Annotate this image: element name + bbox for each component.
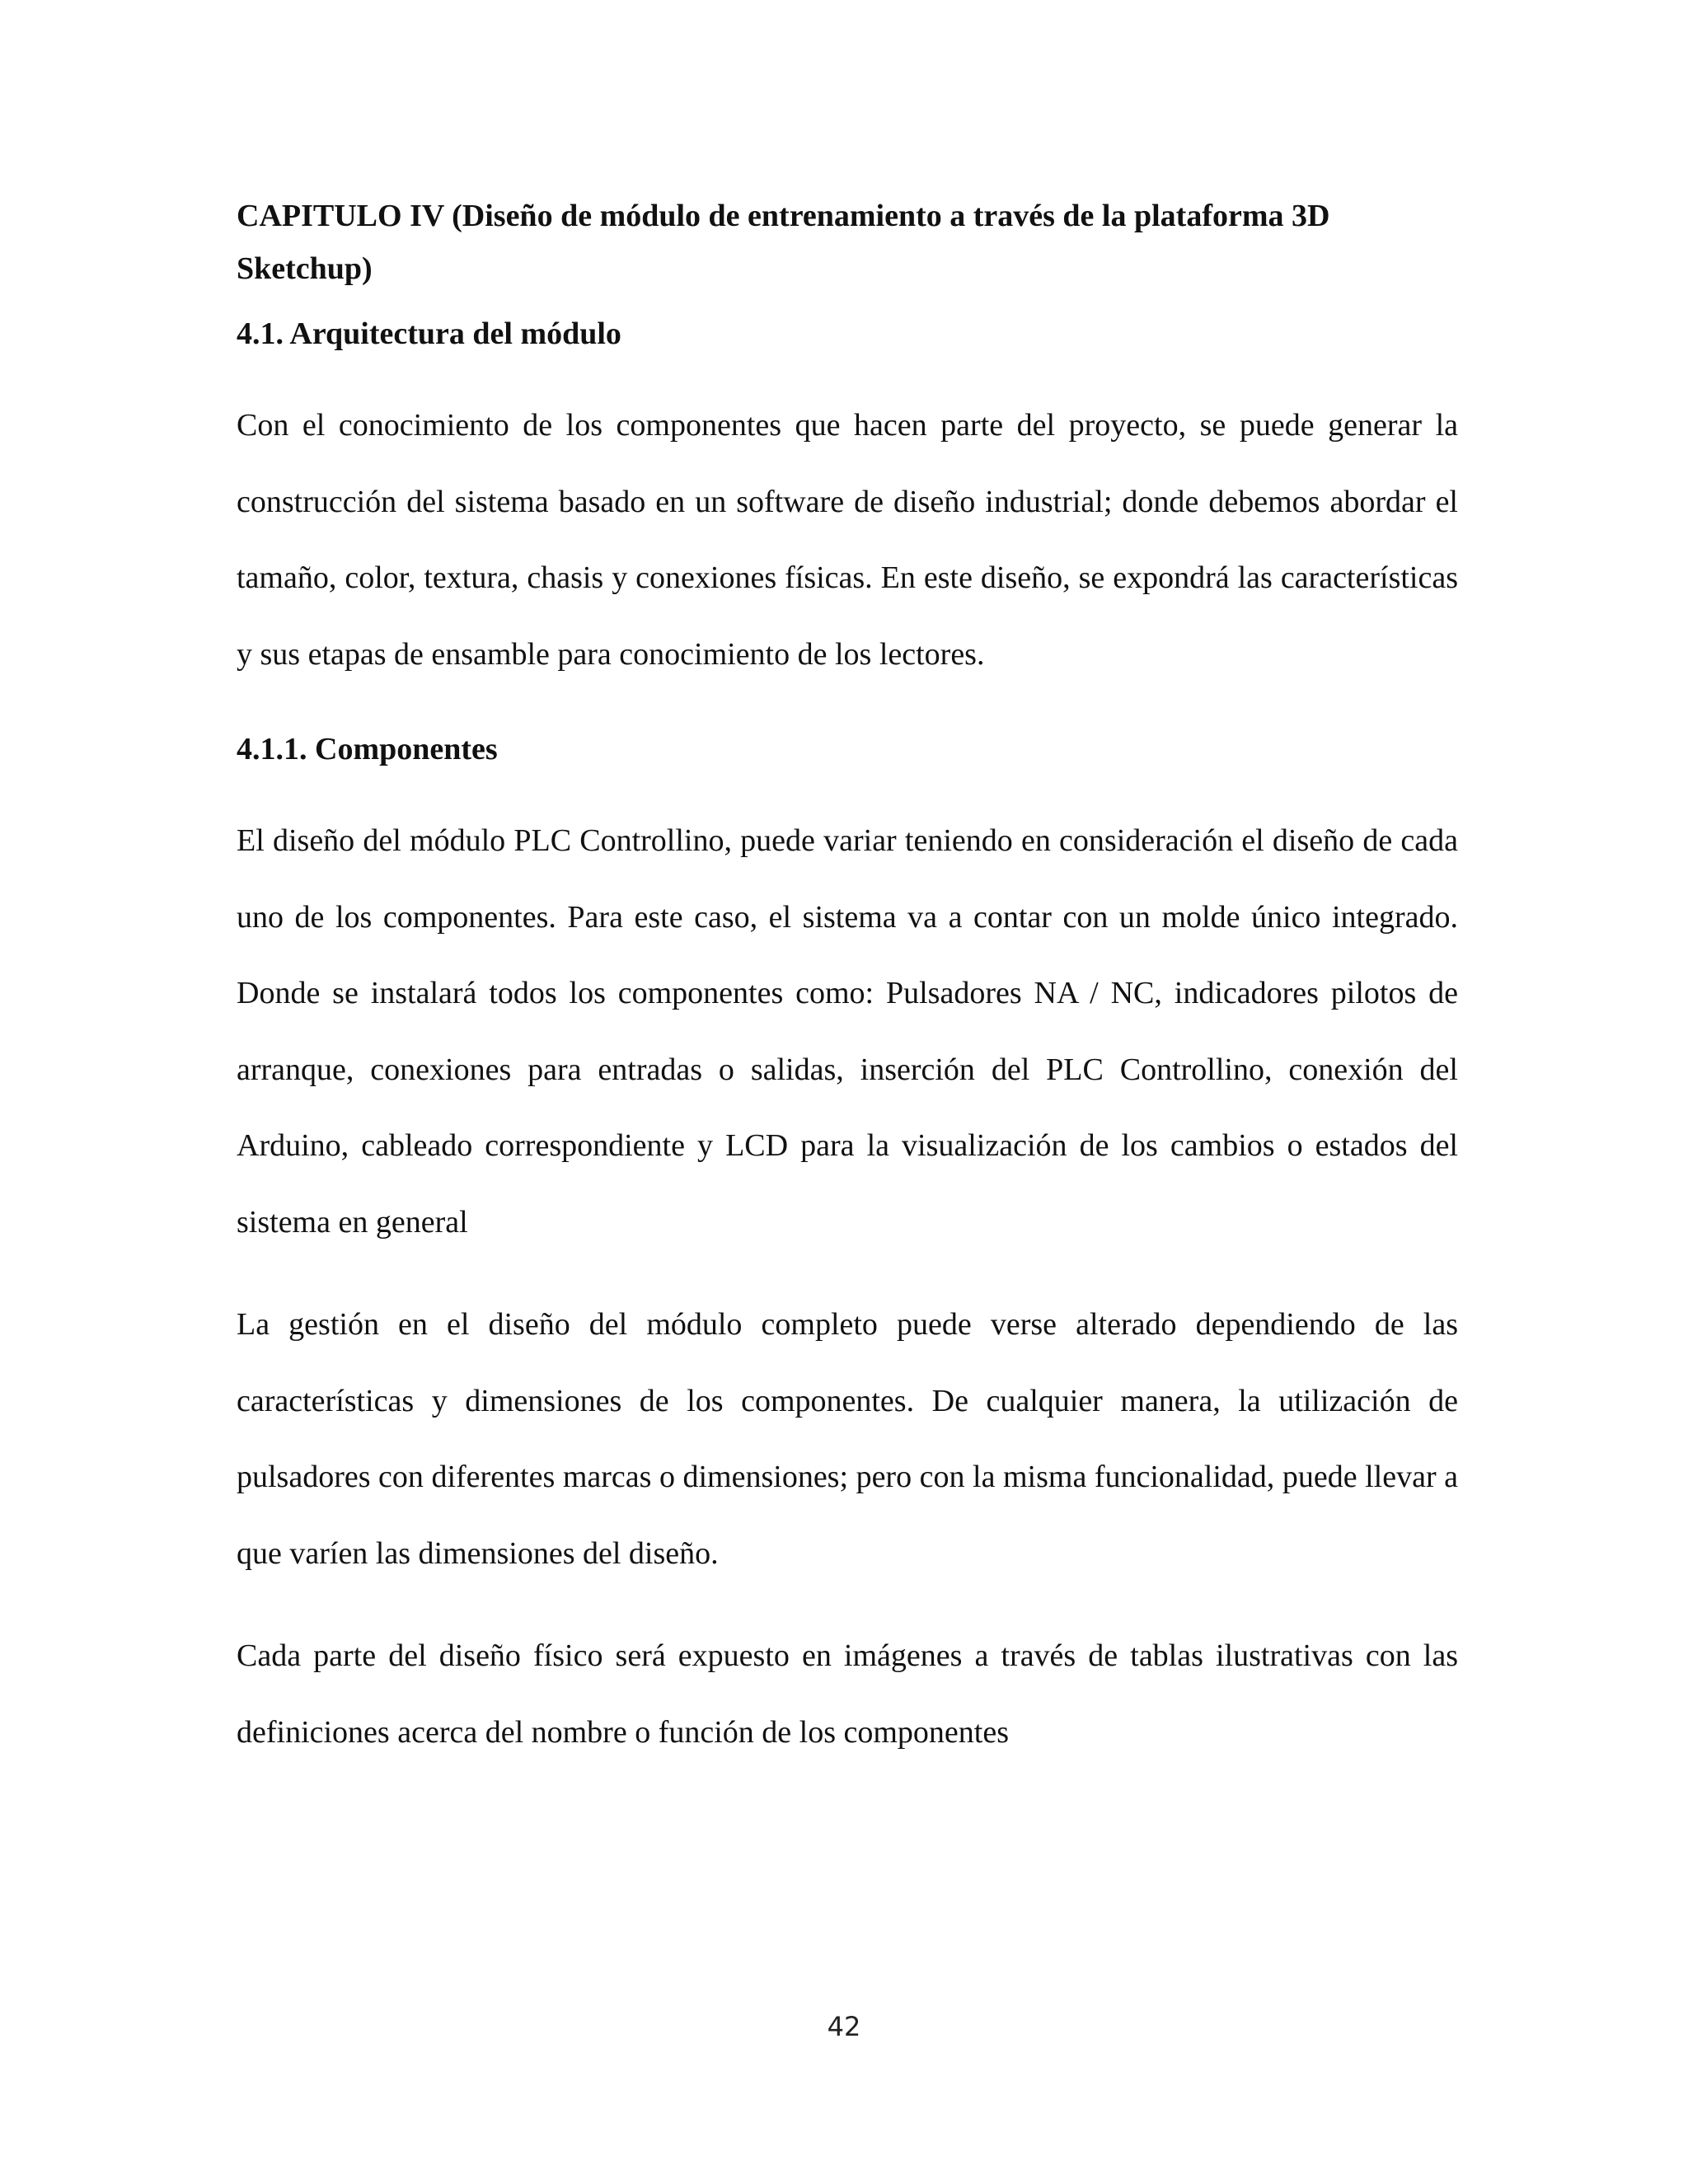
document-page — [237, 190, 1458, 1770]
section-title: 4.1. Arquitectura del módulo — [237, 316, 621, 351]
subsection-title: 4.1.1. Componentes — [237, 732, 498, 766]
page-number: 42 — [827, 2011, 861, 2042]
components-paragraph-3: Cada parte del diseño físico será expuesto en imágenes a través de tablas ilustrativas con las definiciones acerca del nombre o función de los componentes — [237, 1638, 1458, 1750]
components-paragraph-1: El diseño del módulo PLC Controllino, puede variar teniendo en consideración el diseño de cada uno de los componentes. Para este caso, el sistema va a contar con un molde único integrado. Donde se instalará todos los componentes como: Pulsadores NA / NC, indicadores pilotos de arranque, conexiones para entradas o salidas, inserción del PLC Controllino, conexión del Arduino, cableado correspondiente y LCD para la visualización de los cambios o estados del sistema en general — [237, 823, 1458, 1240]
chapter-title: CAPITULO IV (Diseño de módulo de entrenamiento a través de la plataforma 3D Sketchup) — [237, 199, 1330, 286]
components-paragraph-2: La gestión en el diseño del módulo completo puede verse alterado dependiendo de las características y dimensiones de los componentes. De cualquier manera, la utilización de pulsadores con diferentes marcas o dimensiones; pero con la misma funcionalidad, puede llevar a que varíen las dimensiones del diseño. — [237, 1307, 1458, 1571]
section-paragraph: Con el conocimiento de los componentes que hacen parte del proyecto, se puede generar la construcción del sistema basado en un software de diseño industrial; donde debemos abordar el tamaño, color, textura, chasis y conexiones físicas. En este diseño, se expondrá las características y sus etapas de ensamble para conocimiento de los lectores. — [237, 408, 1458, 672]
